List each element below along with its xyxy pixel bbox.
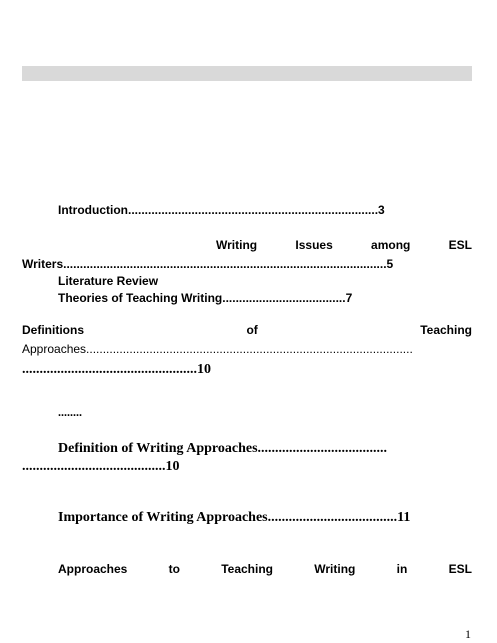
toc-entry-introduction: Introduction...........................................................................3 <box>58 203 385 217</box>
toc-word: to <box>168 562 180 576</box>
toc-entry-definitions <box>22 323 472 337</box>
toc-word: Issues <box>295 238 333 252</box>
toc-word: Definitions <box>22 323 84 337</box>
toc-word: in <box>396 562 408 576</box>
toc-word: Writing <box>314 562 356 576</box>
toc-entry-importance: Importance of Writing Approaches.....................................11 <box>58 510 411 525</box>
toc-word: among <box>371 238 411 252</box>
toc-entry-definition-writing-approaches-page: .........................................10 <box>22 459 180 474</box>
toc-entry-literature-review: Literature Review <box>58 274 159 288</box>
header-shaded-bar <box>22 66 472 81</box>
toc-entry-definition-writing-approaches: Definition of Writing Approaches..................................... <box>58 441 388 456</box>
toc-word: Teaching <box>420 323 472 337</box>
toc-entry-writing-issues-continued: Writers.................................................................................................5 <box>22 257 394 271</box>
toc-word: Writing <box>216 238 258 252</box>
toc-dots-fragment: ........ <box>58 405 82 419</box>
toc-word: of <box>246 323 258 337</box>
toc-entry-definitions-continued: Approaches.................................................................................................. <box>22 342 413 356</box>
toc-word: Teaching <box>221 562 274 576</box>
toc-entry-approaches-esl <box>58 562 472 576</box>
toc-word: ESL <box>448 562 472 576</box>
toc-entry-definitions-page: ..................................................10 <box>22 362 211 377</box>
toc-entry-writing-issues <box>216 238 472 252</box>
toc-word: ESL <box>448 238 472 252</box>
toc-entry-theories: Theories of Teaching Writing.....................................7 <box>58 291 353 305</box>
page-number: 1 <box>465 627 471 641</box>
toc-word: Approaches <box>58 562 128 576</box>
